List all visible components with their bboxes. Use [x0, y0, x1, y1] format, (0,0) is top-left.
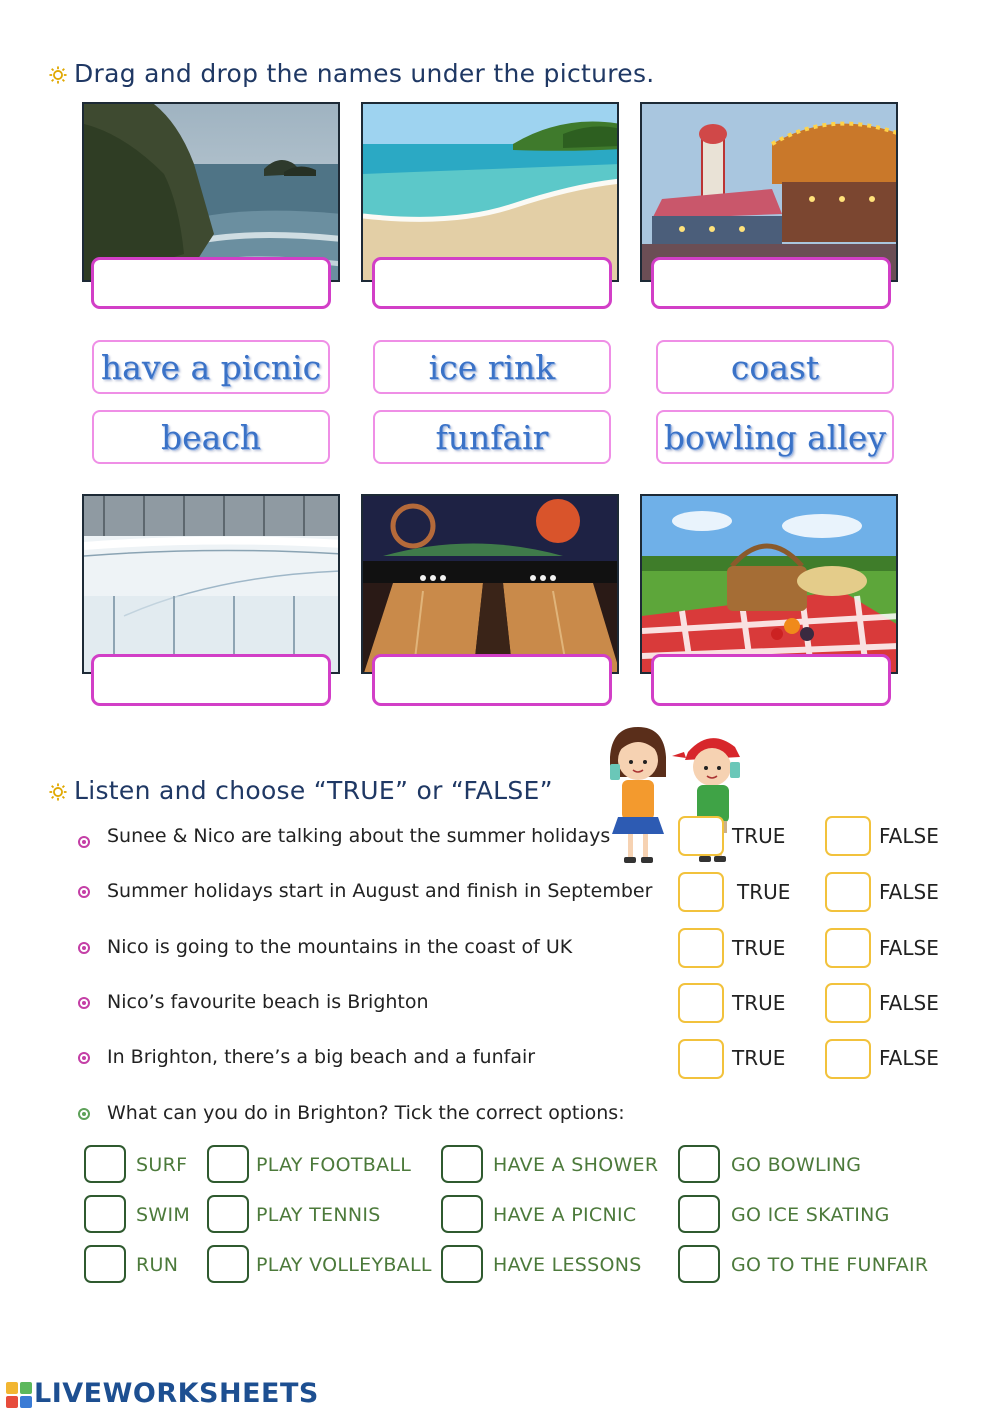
true-checkbox-3[interactable] — [678, 928, 724, 968]
coast-photo — [82, 102, 340, 282]
statement-bullet-icon — [78, 942, 90, 954]
statement-bullet-icon — [78, 836, 90, 848]
option-have-lessons: HAVE LESSONS — [493, 1254, 642, 1276]
false-label-2: FALSE — [879, 880, 939, 904]
option-swim: SWIM — [136, 1204, 191, 1226]
picnic-photo — [640, 494, 898, 674]
drop-box-picnic[interactable] — [651, 654, 891, 706]
statement-2: Summer holidays start in August and finish in September — [107, 880, 653, 902]
option-play-volleyball: PLAY VOLLEYBALL — [256, 1254, 432, 1276]
liveworksheets-logo[interactable]: LIVEWORKSHEETS — [34, 1378, 319, 1409]
word-beach[interactable]: beach — [92, 410, 330, 464]
checkbox-have-a-picnic[interactable] — [441, 1195, 483, 1233]
sun-bullet-icon — [49, 783, 67, 801]
checkbox-go-bowling[interactable] — [678, 1145, 720, 1183]
ice-rink-photo — [82, 494, 340, 674]
checkbox-have-a-shower[interactable] — [441, 1145, 483, 1183]
true-label-1: TRUE — [732, 824, 786, 848]
drop-box-beach[interactable] — [372, 257, 612, 309]
word-funfair[interactable]: funfair — [373, 410, 611, 464]
checkbox-go-ice-skating[interactable] — [678, 1195, 720, 1233]
false-checkbox-4[interactable] — [825, 983, 871, 1023]
option-go-bowling: GO BOWLING — [731, 1154, 862, 1176]
false-checkbox-1[interactable] — [825, 816, 871, 856]
drop-box-bowling-alley[interactable] — [372, 654, 612, 706]
option-have-a-picnic: HAVE A PICNIC — [493, 1204, 637, 1226]
drop-box-funfair[interactable] — [651, 257, 891, 309]
section-title-drag-drop: Drag and drop the names under the pictures. — [74, 59, 655, 88]
statement-3: Nico is going to the mountains in the coast of UK — [107, 936, 573, 958]
option-run: RUN — [136, 1254, 179, 1276]
statement-bullet-icon — [78, 997, 90, 1009]
false-checkbox-3[interactable] — [825, 928, 871, 968]
true-checkbox-2[interactable] — [678, 872, 724, 912]
question-bullet-icon — [78, 1108, 90, 1120]
statement-bullet-icon — [78, 1052, 90, 1064]
true-checkbox-4[interactable] — [678, 983, 724, 1023]
brighton-question: What can you do in Brighton? Tick the correct options: — [107, 1102, 625, 1124]
true-label-5: TRUE — [732, 1046, 786, 1070]
checkbox-surf[interactable] — [84, 1145, 126, 1183]
option-go-to-the-funfair: GO TO THE FUNFAIR — [731, 1254, 929, 1276]
funfair-photo — [640, 102, 898, 282]
liveworksheets-logo-icon — [6, 1382, 32, 1408]
option-go-ice-skating: GO ICE SKATING — [731, 1204, 890, 1226]
section-title-true-false: Listen and choose “TRUE” or “FALSE” — [74, 776, 553, 805]
word-have-a-picnic[interactable]: have a picnic — [92, 340, 330, 394]
sun-bullet-icon — [49, 66, 67, 84]
true-label-3: TRUE — [732, 936, 786, 960]
word-bowling-alley[interactable]: bowling alley — [656, 410, 894, 464]
false-label-4: FALSE — [879, 991, 939, 1015]
true-label-2: TRUE — [737, 880, 791, 904]
drop-box-ice-rink[interactable] — [91, 654, 331, 706]
false-checkbox-2[interactable] — [825, 872, 871, 912]
drop-box-coast[interactable] — [91, 257, 331, 309]
true-label-4: TRUE — [732, 991, 786, 1015]
word-ice-rink[interactable]: ice rink — [373, 340, 611, 394]
checkbox-play-tennis[interactable] — [207, 1195, 249, 1233]
true-checkbox-5[interactable] — [678, 1039, 724, 1079]
option-play-football: PLAY FOOTBALL — [256, 1154, 412, 1176]
checkbox-go-to-the-funfair[interactable] — [678, 1245, 720, 1283]
false-label-1: FALSE — [879, 824, 939, 848]
checkbox-play-football[interactable] — [207, 1145, 249, 1183]
statement-bullet-icon — [78, 886, 90, 898]
option-surf: SURF — [136, 1154, 188, 1176]
statement-4: Nico’s favourite beach is Brighton — [107, 991, 429, 1013]
false-label-3: FALSE — [879, 936, 939, 960]
beach-photo — [361, 102, 619, 282]
checkbox-play-volleyball[interactable] — [207, 1245, 249, 1283]
false-label-5: FALSE — [879, 1046, 939, 1070]
word-coast[interactable]: coast — [656, 340, 894, 394]
false-checkbox-5[interactable] — [825, 1039, 871, 1079]
bowling-alley-photo — [361, 494, 619, 674]
checkbox-have-lessons[interactable] — [441, 1245, 483, 1283]
checkbox-run[interactable] — [84, 1245, 126, 1283]
option-play-tennis: PLAY TENNIS — [256, 1204, 381, 1226]
option-have-a-shower: HAVE A SHOWER — [493, 1154, 659, 1176]
statement-1: Sunee & Nico are talking about the summer holidays — [107, 825, 611, 847]
statement-5: In Brighton, there’s a big beach and a funfair — [107, 1046, 536, 1068]
checkbox-swim[interactable] — [84, 1195, 126, 1233]
true-checkbox-1[interactable] — [678, 816, 724, 856]
